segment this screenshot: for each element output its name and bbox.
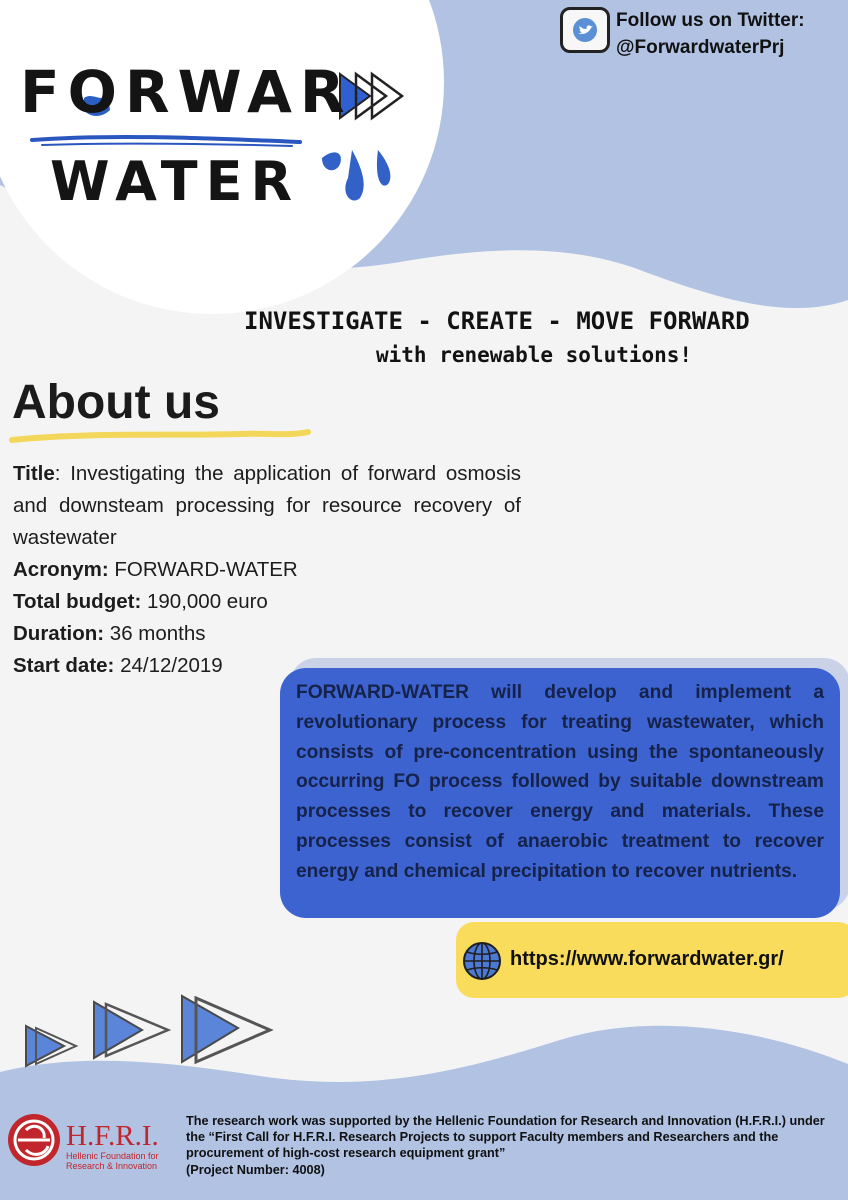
- hfri-abbrev: H.F.R.I.: [66, 1120, 159, 1152]
- website-link[interactable]: https://www.forwardwater.gr/: [510, 948, 784, 970]
- project-title-row: [13, 458, 521, 554]
- acronym-row: [13, 554, 521, 586]
- description-box: [280, 668, 840, 918]
- globe-icon: [462, 941, 502, 981]
- funding-statement: [186, 1113, 846, 1178]
- logo-underline: [32, 137, 300, 142]
- project-info: [13, 458, 521, 682]
- duration-label: Duration:: [13, 622, 105, 645]
- about-heading: About us: [12, 376, 220, 429]
- twitter-bird-icon: [570, 17, 600, 43]
- twitter-handle[interactable]: @ForwardwaterPrj: [616, 37, 785, 58]
- hfri-logo: [4, 1110, 180, 1174]
- hfri-name-line1: Hellenic Foundation for: [66, 1151, 159, 1161]
- budget-value: 190,000 euro: [141, 590, 268, 613]
- support-text: The research work was supported by the Hellenic Foundation for Research and Innovation (H.F.R.I.) under the “First Call for H.F.R.I. Research Projects to support Faculty members and Researchers and the procurement of high-cost research equipment grant”: [186, 1114, 825, 1161]
- about-underline: [12, 432, 308, 440]
- logo-word-forward: FORWAR: [20, 58, 353, 126]
- slogan-line2: with renewable solutions!: [376, 343, 693, 367]
- hfri-name-line2: Research & Innovation: [66, 1161, 158, 1171]
- water-drops-icon: [322, 150, 390, 201]
- duration-value: 36 months: [104, 622, 206, 645]
- project-number: (Project Number: 4008): [186, 1162, 325, 1177]
- start-date-value: 24/12/2019: [114, 654, 223, 677]
- acronym-value: FORWARD-WATER: [108, 558, 298, 581]
- logo-word-water: WATER: [50, 150, 301, 213]
- twitter-link[interactable]: [560, 7, 610, 53]
- description-text: FORWARD-WATER will develop and implement a revolutionary process for treating wastewater, which consists of pre-concentration using the spontaneously occurring FO process followed by suitable downstream processes to recover energy and materials. These processes consist of anaerobic treatment to recover energy and chemical precipitation to recover nutrients.: [296, 682, 824, 882]
- slogan-line1: INVESTIGATE - CREATE - MOVE FORWARD: [244, 307, 750, 335]
- budget-label: Total budget:: [13, 590, 142, 613]
- budget-row: [13, 586, 521, 618]
- forward-arrows-icon: [26, 996, 270, 1066]
- twitter-follow-text: Follow us on Twitter:: [616, 10, 805, 31]
- title-value: : Investigating the application of forward osmosis and downsteam processing for resource recovery of wastewater: [13, 462, 521, 549]
- start-date-label: Start date:: [13, 654, 115, 677]
- acronym-label: Acronym:: [13, 558, 109, 581]
- duration-row: [13, 618, 521, 650]
- title-label: Title: [13, 462, 55, 485]
